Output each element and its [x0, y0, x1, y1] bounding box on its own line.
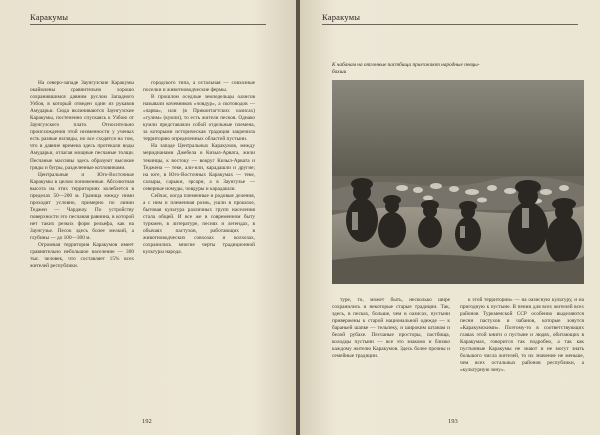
paragraph: Центральные и Юго-Восточные Каракумы в целом пониженные. Абсолютная высота на этих территориях колеблется в пределах 50—200 м. Граница между ними проходит условно, примерно по линии Теджен — Чарджоу. По устройству поверхности это песчаная равнина, в которой нет таких резких форм рельефа, как на Заунгузье. Песок здесь более мелкий, а глубины — до 100—300 м.: [30, 171, 134, 242]
header-rule-left: [30, 24, 266, 25]
paragraph: На северо-западе Заунгузские Каракумы окаймлены сравнительно хорошо сохранившимся давним руслом Западного Узбоя, в который отведен один из рукавов Амударьи. Сюда вклиниваются Заунгузские Каракумы, постепенно спускаясь к Узбою от Заунгузского плато. Относительно происхождения этой низменности у ученых есть разные взгляды, но все сходятся на том, что в давние времена здесь протекали воды Амударьи, отлагая мощные песчаные толщи. Песчаные массивы здесь образуют высокие гряды и бугры, разделенные котловинами.: [30, 80, 134, 171]
paragraph: к этой территории» — на оазисную культуру, и на пригодную к пустыне. В пении для всех жителей всех районов Туркменской ССР особенно выделяются песни пастухов и чабанов, которые зовутся «Каракумскими». Поэтому-то в соответствующих главах этой книги о пустыне и людях, обитающих в Каракумах, говорится так подробно, а так как пустынные Каракумы не знают и не могут знать большого числа жителей, то их значение не меньше, чем всех остальных районов республики, а «культурную зону».: [460, 297, 584, 374]
header-rule-right: [322, 24, 578, 25]
left-column-1: [30, 80, 134, 270]
paragraph: Сейчас, когда племенные и родовые деления, а с ним и племенная рознь, ушли в прошлое, бытовая культура различных групп населения стала общей. И все же в современном быту туркмен, в литературе, песнях и легендах, в обычаях пастухов, работающих в животноводческих совхозах и колхозах, сохранились многие черты традиционной культуры народа.: [143, 192, 255, 256]
running-head-right: Каракумы: [322, 12, 361, 22]
paragraph: городского типа, а остальная — совхозные поселки и животноводческие фермы.: [143, 80, 255, 94]
photo-illustration: [332, 80, 584, 284]
right-page: [300, 0, 600, 435]
photograph-singers-herders: [332, 80, 584, 284]
photo-caption: К чабанам на отгонные пастбища приезжают народные певцы-бахши: [332, 62, 480, 75]
right-column-2: [460, 297, 584, 375]
running-head-left: Каракумы: [30, 12, 69, 22]
paragraph: На западе Центральных Каракумов, между меридианами Джебела и Кизыл-Арвата, жили текинцы, к востоку — вокруг Кизыл-Арвата и Теджена — теке, али-или, карадашли и другие; на юге, в Юго-Восточных Каракумах — теке, салыры, сарыки, эрсари, а в Заунгузье — северные иомуды, човдуры и карадашли.: [143, 143, 255, 192]
left-column-2: [143, 80, 255, 256]
paragraph: Огромная территория Каракумов имеет сравнительно небольшое население — 300 тыс. человек, что составляет 15% всех жителей республики.: [30, 242, 134, 270]
page-number-right: 193: [448, 418, 458, 425]
page-number-left: 192: [142, 418, 152, 425]
right-column-1: [332, 297, 450, 360]
paragraph: В прошлом оседлые земледельцы оазисов называли кочевников «човдур», а скотоводов — «чарва», или (в Приконтагтских оазисах) «гулим» (кумли), то есть жители песков. Однако кумли представляли собой отдельные племена, за которыми историческая традиция закрепила территорию определенных областей пустыни.: [143, 94, 255, 143]
paragraph: туре, то, может быть, несколько шире сохранились и некоторые старые традиции. Так, здесь, в песках, больше, чем в оазисах, пустыни привержены к старой национальной одежде — к бараньей шапке — тельпеку, и широким штанам и белой рубахе. Песчаные просторы, пастбища, колодцы пустыни — все это знакомо и близко каждому жителю Каракумов. Здесь более прочны и семейные традиции.: [332, 297, 450, 360]
left-page: [0, 0, 296, 435]
